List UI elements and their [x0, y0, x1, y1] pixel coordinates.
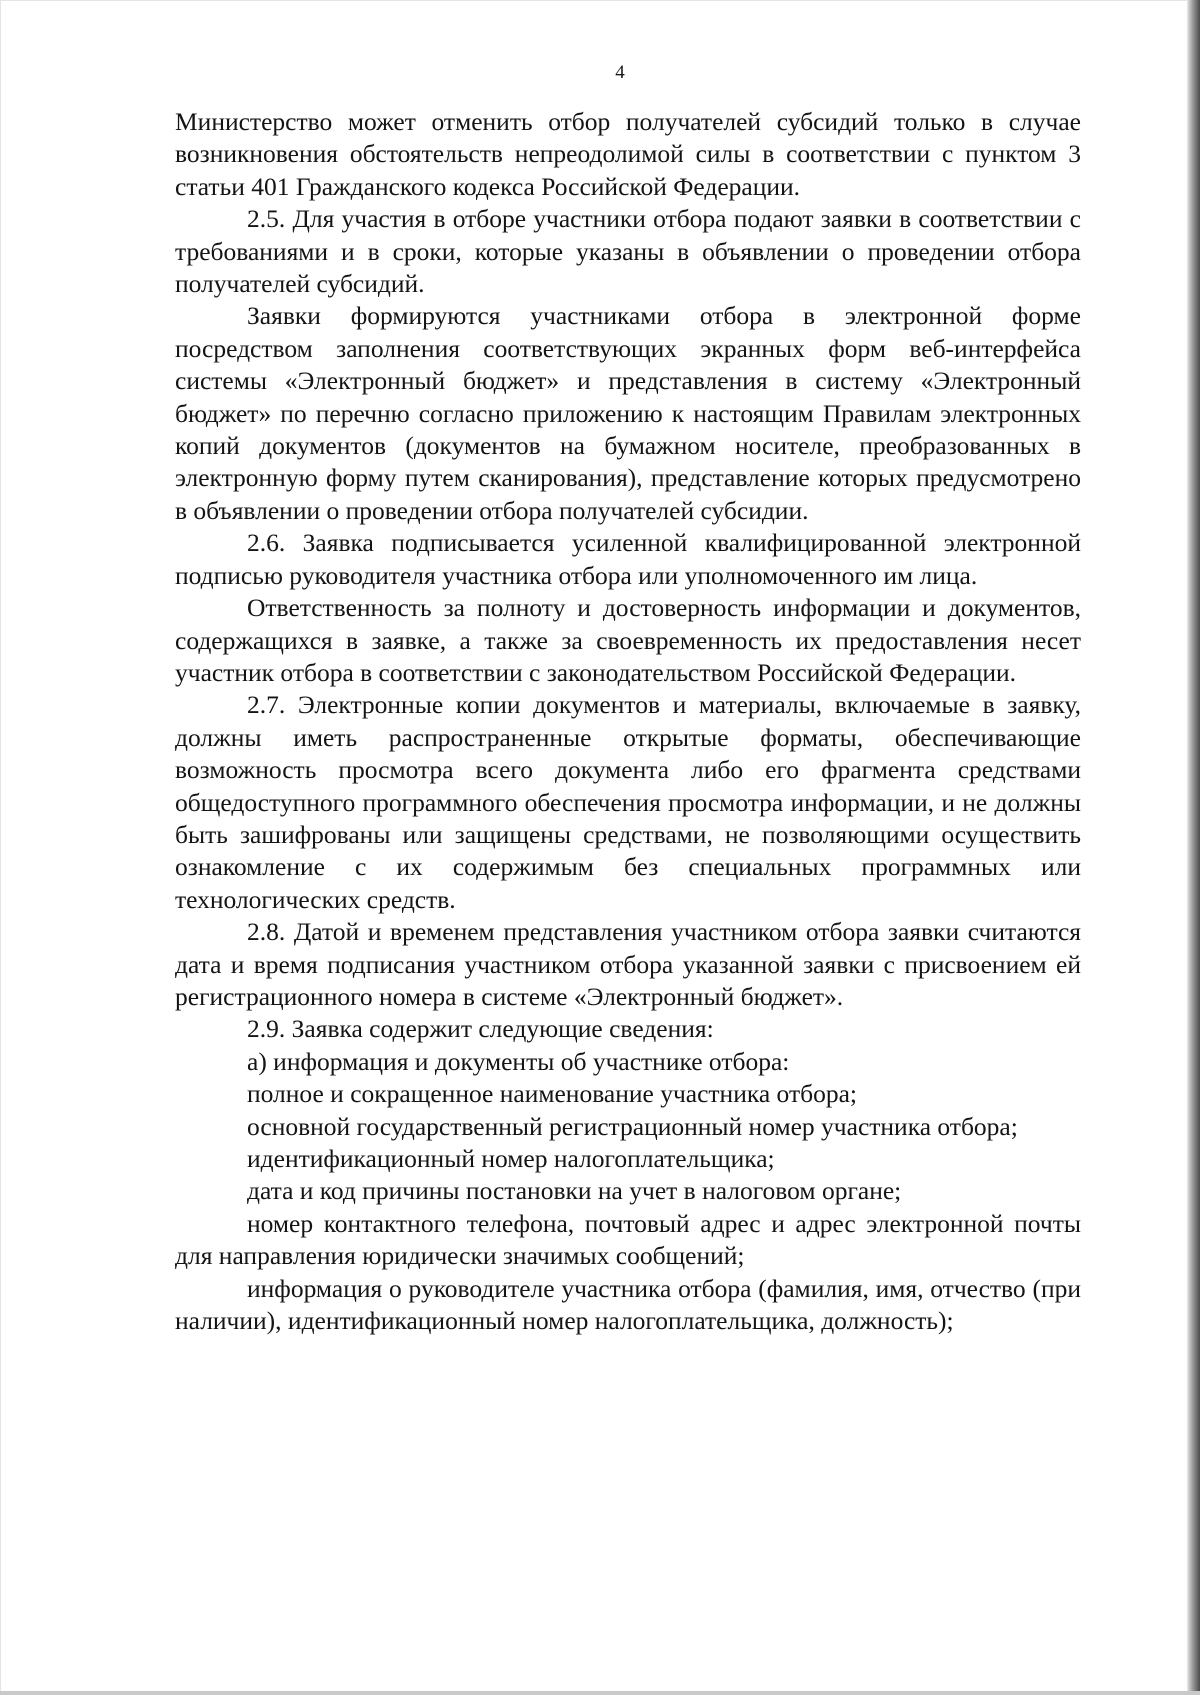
paragraph: Заявки формируются участниками отбора в электронной форме посредством заполнения соответствующих экранных форм веб-интерфейса системы «Электронный бюджет» и представления в систему «Электронный бюджет» по перечню согласно приложению к настоящим Правилам электронных копий документов (документов на бумажном носителе, преобразованных в электронную форму путем сканирования), представление которых предусмотрено в объявлении о проведении отбора получателей субсидии.: [175, 301, 1081, 525]
scan-bottom-edge: [0, 1691, 1200, 1695]
page-number: 4: [615, 62, 625, 83]
paragraph: информация о руководителе участника отбора (фамилия, имя, отчество (при наличии), идентификационный номер налогоплательщика, должность);: [175, 1273, 1081, 1336]
paragraph: 2.6. Заявка подписывается усиленной квалифицированной электронной подписью руководителя участника отбора или уполномоченного им лица.: [175, 528, 1081, 590]
document-body: [175, 106, 1081, 1337]
scan-right-edge: [1188, 0, 1200, 1695]
paragraph: дата и код причины постановки на учет в налоговом органе;: [247, 1176, 902, 1206]
paragraph: основной государственный регистрационный номер участника отбора;: [247, 1111, 1018, 1141]
paragraph: Министерство может отменить отбор получателей субсидий только в случае возникновения обстоятельств непреодолимой силы в соответствии с пунктом 3 статьи 401 Гражданского кодекса Российской Федерации.: [175, 107, 1081, 201]
paragraph: 2.5. Для участия в отборе участники отбора подают заявки в соответствии с требованиями и в сроки, которые указаны в объявлении о проведении отбора получателей субсидий.: [175, 204, 1081, 299]
paragraph: 2.9. Заявка содержит следующие сведения:: [247, 1014, 714, 1044]
paragraph: 2.7. Электронные копии документов и материалы, включаемые в заявку, должны иметь распространенные открытые форматы, обеспечивающие возможность просмотра всего документа либо его фрагмента средствами общедоступного программного обеспечения просмотра информации, и не должны быть зашифрованы или защищены средствами, не позволяющими осуществить ознакомление с их содержимым без специальных программных или технологических средств.: [175, 690, 1081, 914]
paragraph: полное и сокращенное наименование участника отбора;: [247, 1079, 857, 1109]
paragraph: номер контактного телефона, почтовый адрес и адрес электронной почты для направления юридически значимых сообщений;: [175, 1208, 1081, 1271]
paragraph: а) информация и документы об участнике отбора:: [247, 1046, 790, 1076]
paragraph: идентификационный номер налогоплательщика;: [247, 1144, 775, 1173]
paragraph: 2.8. Датой и временем представления участником отбора заявки считаются дата и время подписания участником отбора указанной заявки с присвоением ей регистрационного номера в системе «Электронный бюджет».: [175, 917, 1081, 1011]
paragraph: Ответственность за полноту и достоверность информации и документов, содержащихся в заявке, а также за своевременность их предоставления несет участник отбора в соответствии с законодательством Российской Федерации.: [175, 593, 1081, 687]
